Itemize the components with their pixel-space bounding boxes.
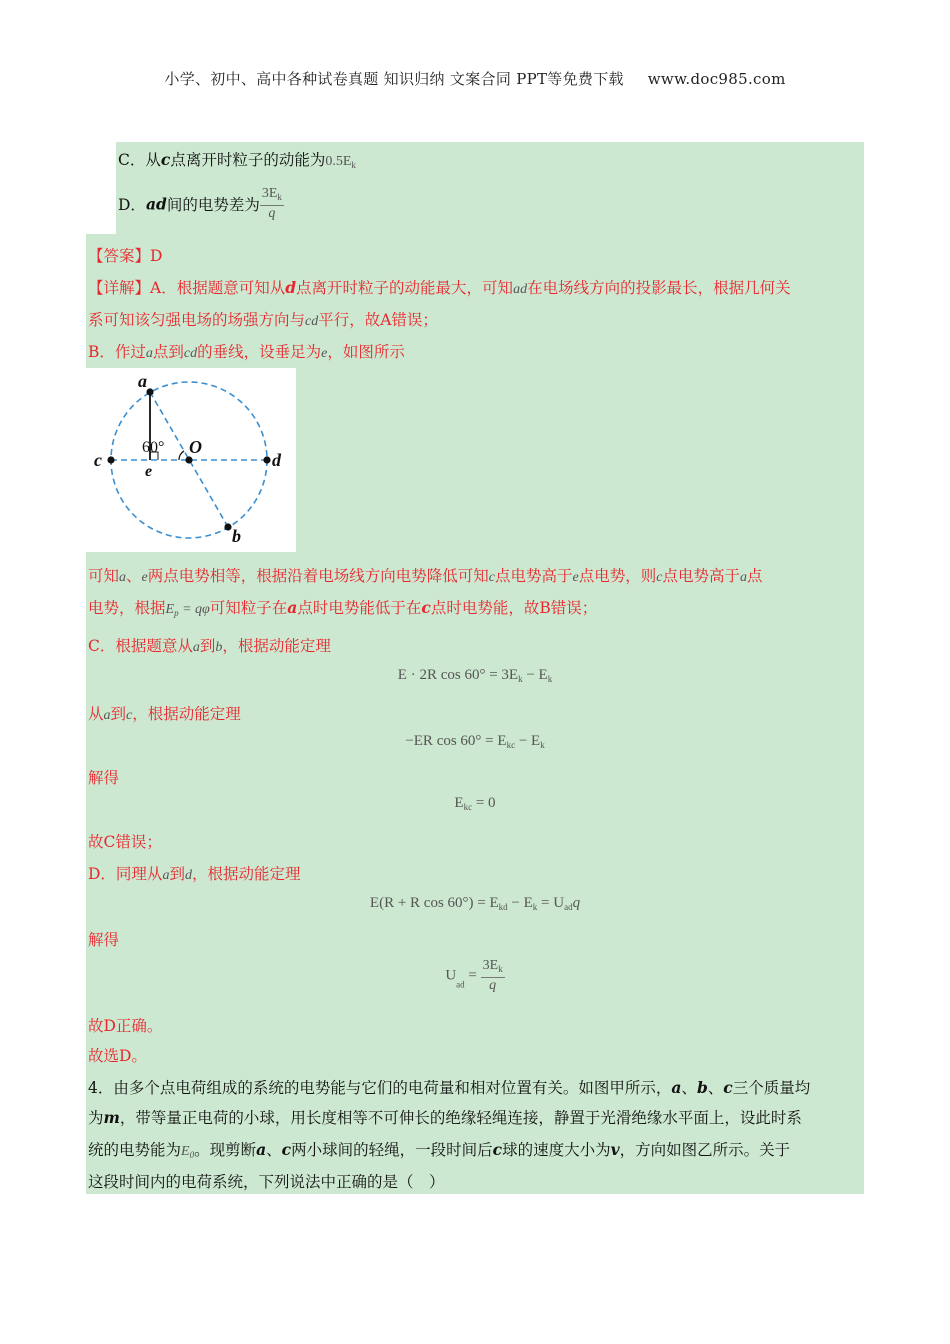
- answer-label: 【答案】D: [88, 247, 163, 265]
- equation-4: E(R + R $\cos 60^\circ) = E_{kd} - E_k = U_{ad}q$: [369, 895, 581, 912]
- label-c: c: [94, 450, 102, 470]
- angle-arc: [179, 451, 184, 460]
- label-b: b: [232, 526, 241, 546]
- point-d: [263, 456, 270, 463]
- page-header: [0, 68, 950, 89]
- detail-line-4: 可知a、e两点电势相等，根据沿着电场线方向电势降低可知c点电势高于e点电势，则c点电势高于a点: [88, 567, 763, 585]
- equation-5-fraction: $\frac{3E_k}{q}$: [482, 958, 503, 993]
- question-4-line-1: 4．由多个点电荷组成的系统的电势能与它们的电荷量和相对位置有关。如图甲所示，a、b、c三个质量均: [88, 1078, 811, 1097]
- option-c: C．从c点离开时粒子的动能为$0.5E_k$: [118, 150, 356, 170]
- header-url[interactable]: www.doc985.com: [647, 70, 786, 88]
- solve-label-1: 解得: [88, 769, 120, 787]
- detail-line-10: 故D正确。: [88, 1017, 163, 1035]
- detail-line-1: 【详解】A．根据题意可知从d点离开时粒子的动能最大，可知ad在电场线方向的投影最长，根据几何关: [88, 278, 791, 297]
- point-b: [224, 523, 231, 530]
- label-e: e: [145, 463, 153, 480]
- equation-1: E · 2R $\cos 60^\circ = 3E_k - E_k$: [397, 667, 553, 684]
- detail-line-8: 故C错误；: [88, 833, 162, 851]
- detail-line-7: 从a到c，根据动能定理: [88, 705, 241, 723]
- option-d-fraction: $\frac{3E_k}{q}$: [261, 186, 282, 221]
- equation-2: −ER $\cos 60^\circ = E_{kc} - E_k$: [405, 733, 545, 750]
- question-4-line-4: 这段时间内的电荷系统，下列说法中正确的是（ ）: [88, 1173, 445, 1191]
- detail-line-9: D．同理从a到d，根据动能定理: [88, 865, 301, 883]
- detail-line-11: 故选D。: [88, 1047, 147, 1065]
- header-text: 小学、初中、高中各种试卷真题 知识归纳 文案合同 PPT等免费下载: [164, 70, 624, 88]
- detail-line-5: 电势，根据$E_p = q\varphi$可知粒子在a点时电势能低于在c点时电势能，故B错误；: [88, 598, 598, 618]
- question-4-line-2: 为m，带等量正电荷的小球，用长度相等不可伸长的绝缘轻绳连接，静置于光滑绝缘水平面上，设此时系: [88, 1108, 802, 1127]
- label-O: O: [189, 437, 202, 457]
- detail-line-6: C．根据题意从a到b，根据动能定理: [88, 637, 331, 655]
- label-d: d: [272, 450, 281, 470]
- label-angle: 60°: [142, 439, 165, 456]
- detail-line-2: 系可知该匀强电场的场强方向与cd平行，故A错误；: [88, 311, 438, 329]
- circle-diagram-svg: [86, 368, 296, 552]
- circle-diagram: [86, 368, 296, 552]
- point-O: [185, 456, 192, 463]
- point-a: [146, 388, 153, 395]
- equation-5: $U_{ad}$ = $\frac{3E_k}{q}$: [445, 958, 503, 993]
- label-a: a: [138, 371, 147, 391]
- detail-line-3: B．作过a点到cd的垂线，设垂足为e，如图所示: [88, 343, 405, 361]
- equation-3: $E_{kc} = 0$: [454, 795, 496, 812]
- question-4-line-3: 统的电势能为$E_0$。现剪断a、c两小球间的轻绳，一段时间后c球的速度大小为v，方向如图乙所示。关于: [88, 1140, 791, 1160]
- option-d: D．ad间的电势差为 $\frac{3E_k}{q}$: [118, 186, 282, 221]
- point-c: [107, 456, 114, 463]
- solve-label-2: 解得: [88, 931, 120, 949]
